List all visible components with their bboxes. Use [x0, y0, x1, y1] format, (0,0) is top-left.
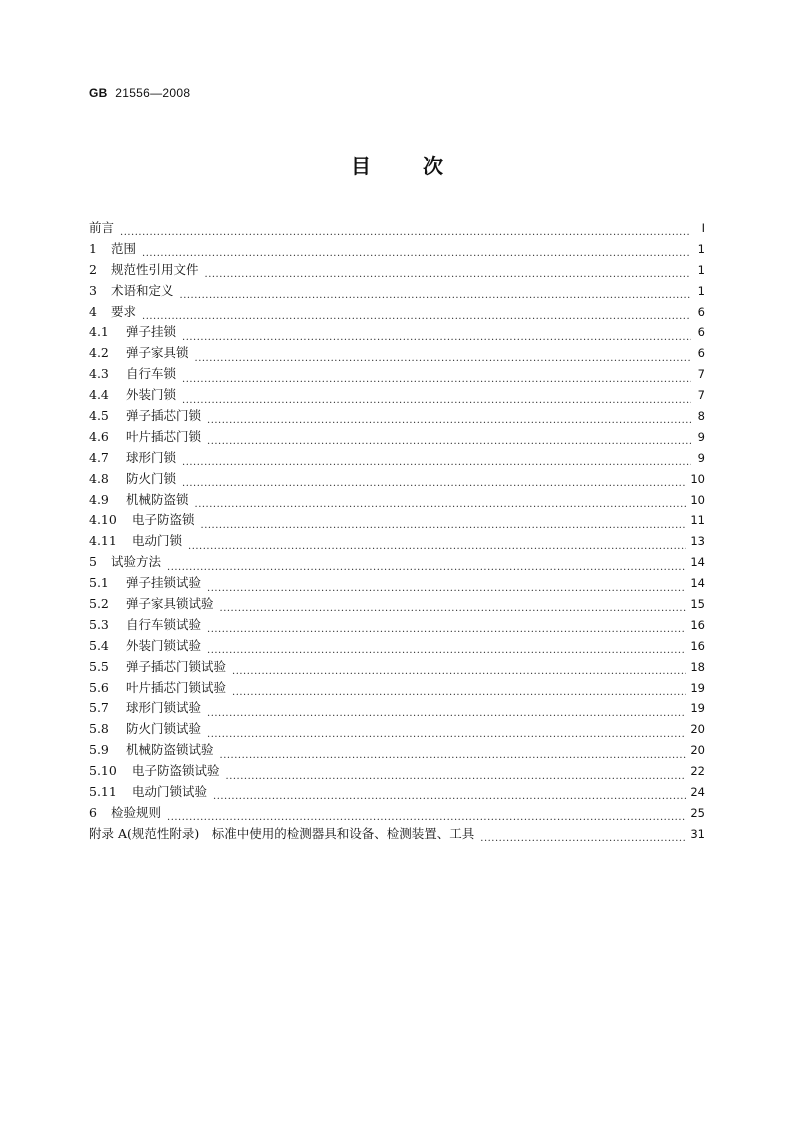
toc-entry-page: 25	[690, 805, 705, 820]
toc-entry-title: 叶片插芯门锁	[126, 428, 202, 444]
toc-entry-page: 6	[697, 304, 705, 319]
toc-entry[interactable]	[89, 552, 705, 573]
toc-leader-dots	[182, 392, 691, 406]
toc-entry-number: 5.1	[89, 575, 109, 591]
toc-entry-number: 4.8	[89, 470, 109, 486]
toc-entry[interactable]	[89, 782, 705, 803]
toc-entry-page: 1	[697, 262, 705, 277]
toc-leader-dots	[182, 475, 686, 489]
toc-entry-number: 4.9	[89, 491, 109, 507]
toc-entry-title: 术语和定义	[111, 282, 174, 298]
toc-leader-dots	[182, 329, 691, 343]
toc-entry-number: 5.4	[89, 637, 109, 653]
toc-entry-number: 1	[89, 240, 97, 256]
toc-entry-page: 11	[690, 513, 705, 528]
toc-entry-title: 要求	[111, 303, 137, 319]
toc-entry[interactable]	[89, 678, 705, 699]
toc-entry-page: 1	[697, 283, 705, 298]
toc-entry-page: 19	[690, 680, 705, 695]
toc-leader-dots	[188, 538, 686, 552]
toc-entry-number: 5.9	[89, 742, 109, 758]
toc-leader-dots	[205, 266, 691, 280]
toc-entry-page: 7	[697, 388, 705, 403]
toc-entry-page: 7	[697, 367, 705, 382]
toc-entry[interactable]	[89, 531, 705, 552]
toc-entry-title: 防火门锁试验	[126, 721, 202, 737]
toc-entry-title: 弹子插芯门锁试验	[126, 658, 227, 674]
toc-entry[interactable]	[89, 469, 705, 490]
toc-entry-page: 9	[697, 429, 705, 444]
toc-entry-page: 6	[697, 346, 705, 361]
toc-entry-title: 外装门锁试验	[126, 637, 202, 653]
toc-entry[interactable]	[89, 573, 705, 594]
toc-leader-dots	[180, 287, 691, 301]
toc-entry-number: 5.5	[89, 658, 109, 674]
toc-entry-page: 10	[690, 471, 705, 486]
toc-entry-title: 弹子家具锁试验	[126, 596, 214, 612]
document-header	[89, 86, 190, 100]
toc-entry-page: 6	[697, 325, 705, 340]
toc-entry-page: I	[701, 221, 705, 235]
toc-entry[interactable]	[89, 615, 705, 636]
toc-entry-title: 规范性引用文件	[111, 261, 199, 277]
toc-entry-number: 4.3	[89, 366, 109, 382]
standard-code: GB	[89, 86, 108, 100]
toc-entry[interactable]	[89, 803, 705, 824]
toc-entry-number: 5.3	[89, 616, 109, 632]
toc-entry-title: 防火门锁	[126, 470, 177, 486]
title-char-left: 目	[351, 154, 371, 178]
toc-leader-dots	[167, 559, 686, 573]
toc-entry-number: 5.7	[89, 700, 109, 716]
title-char-right: 次	[423, 154, 443, 178]
toc-entry-title: 附录 A(规范性附录) 标准中使用的检测器具和设备、检测装置、工具	[89, 825, 475, 841]
toc-entry-title: 弹子插芯门锁	[126, 408, 202, 424]
toc-leader-dots	[167, 809, 686, 823]
toc-entry[interactable]	[89, 594, 705, 615]
toc-entry-number: 5.6	[89, 679, 109, 695]
toc-leader-dots	[207, 705, 686, 719]
standard-number: 21556—2008	[115, 86, 191, 100]
toc-leader-dots	[195, 496, 687, 510]
toc-entry-number: 4.11	[89, 533, 117, 549]
toc-entry-title: 球形门锁试验	[126, 700, 202, 716]
toc-leader-dots	[226, 768, 687, 782]
toc-entry-title: 外装门锁	[126, 387, 177, 403]
toc-entry[interactable]	[89, 657, 705, 678]
toc-entry-number: 5.8	[89, 721, 109, 737]
toc-entry-number: 4.1	[89, 324, 109, 340]
toc-entry[interactable]	[89, 385, 705, 406]
toc-entry[interactable]	[89, 281, 705, 302]
toc-entry-page: 14	[690, 555, 705, 570]
toc-leader-dots	[207, 726, 686, 740]
toc-entry[interactable]	[89, 740, 705, 761]
toc-entry-page: 16	[690, 638, 705, 653]
toc-entry-number: 5	[89, 554, 97, 570]
toc-entry-title: 机械防盗锁试验	[126, 742, 214, 758]
toc-entry-number: 6	[89, 804, 97, 820]
toc-entry-title: 前言	[89, 220, 115, 235]
toc-entry-page: 16	[690, 617, 705, 632]
toc-entry-title: 电动门锁试验	[132, 784, 208, 800]
toc-entry-page: 9	[697, 450, 705, 465]
toc-entry-title: 自行车锁	[126, 366, 177, 382]
toc-entry-title: 弹子挂锁	[126, 324, 177, 340]
toc-entry-title: 电动门锁	[132, 533, 183, 549]
toc-entry-page: 31	[690, 826, 705, 841]
toc-leader-dots	[480, 830, 686, 844]
toc-leader-dots	[182, 454, 691, 468]
toc-entry-title: 机械防盗锁	[126, 491, 189, 507]
toc-entry[interactable]	[89, 490, 705, 511]
toc-entry-title: 范围	[111, 240, 137, 256]
toc-leader-dots	[207, 621, 686, 635]
toc-entry-title: 球形门锁	[126, 449, 177, 465]
toc-entry-page: 18	[690, 659, 705, 674]
toc-entry-page: 1	[697, 241, 705, 256]
toc-entry-number: 4.2	[89, 345, 109, 361]
toc-entry-number: 4.6	[89, 428, 109, 444]
toc-entry-number: 4.4	[89, 387, 109, 403]
toc-entry-title: 叶片插芯门锁试验	[126, 679, 227, 695]
toc-entry-page: 14	[690, 576, 705, 591]
toc-entry-title: 试验方法	[111, 554, 162, 570]
toc-leader-dots	[182, 371, 691, 385]
toc-entry-number: 5.2	[89, 596, 109, 612]
toc-entry-number: 5.11	[89, 784, 117, 800]
toc-entry-number: 2	[89, 261, 97, 277]
toc-entry-title: 弹子家具锁	[126, 345, 189, 361]
toc-leader-dots	[232, 684, 686, 698]
toc-entry-page: 13	[690, 534, 705, 549]
toc-entry-number: 4.5	[89, 408, 109, 424]
toc-entry-number: 4	[89, 303, 97, 319]
toc-leader-dots	[207, 412, 691, 426]
toc-entry[interactable]	[89, 510, 705, 531]
toc-entry-page: 10	[690, 492, 705, 507]
toc-entry[interactable]	[89, 343, 705, 364]
toc-entry-title: 电子防盗锁	[132, 512, 195, 528]
toc-entry-page: 24	[690, 785, 705, 800]
toc-entry[interactable]	[89, 364, 705, 385]
toc-entry-page: 15	[690, 597, 705, 612]
toc-entry-page: 8	[697, 409, 705, 424]
toc-entry[interactable]	[89, 719, 705, 740]
toc-leader-dots	[195, 350, 691, 364]
toc-leader-dots	[207, 433, 691, 447]
toc-entry-title: 自行车锁试验	[126, 616, 202, 632]
toc-entry[interactable]	[89, 322, 705, 343]
toc-entry-title: 检验规则	[111, 804, 162, 820]
toc-entry-number: 4.7	[89, 449, 109, 465]
toc-entry-page: 19	[690, 701, 705, 716]
toc-entry[interactable]	[89, 218, 705, 239]
toc-leader-dots	[142, 245, 691, 259]
toc-entry[interactable]	[89, 636, 705, 657]
toc-entry-title: 弹子挂锁试验	[126, 575, 202, 591]
toc-leader-dots	[213, 788, 686, 802]
toc-entry[interactable]	[89, 302, 705, 323]
toc-entry[interactable]	[89, 427, 705, 448]
toc-leader-dots	[232, 663, 686, 677]
toc-leader-dots	[207, 642, 686, 656]
toc-leader-dots	[120, 224, 691, 238]
toc-entry-number: 3	[89, 282, 97, 298]
toc-entry[interactable]	[89, 239, 705, 260]
toc-entry[interactable]	[89, 761, 705, 782]
toc-entry[interactable]	[89, 260, 705, 281]
toc-leader-dots	[220, 747, 687, 761]
toc-entry-page: 20	[690, 743, 705, 758]
toc-entry[interactable]	[89, 824, 705, 845]
toc-entry[interactable]	[89, 406, 705, 427]
toc-entry-number: 5.10	[89, 763, 117, 779]
table-of-contents	[89, 218, 705, 845]
toc-leader-dots	[207, 580, 686, 594]
page-title	[0, 150, 794, 179]
toc-leader-dots	[142, 308, 691, 322]
toc-leader-dots	[220, 600, 687, 614]
toc-leader-dots	[201, 517, 687, 531]
toc-entry-page: 22	[690, 764, 705, 779]
toc-entry-number: 4.10	[89, 512, 117, 528]
toc-entry[interactable]	[89, 448, 705, 469]
toc-entry[interactable]	[89, 698, 705, 719]
toc-entry-page: 20	[690, 722, 705, 737]
toc-entry-title: 电子防盗锁试验	[132, 763, 220, 779]
